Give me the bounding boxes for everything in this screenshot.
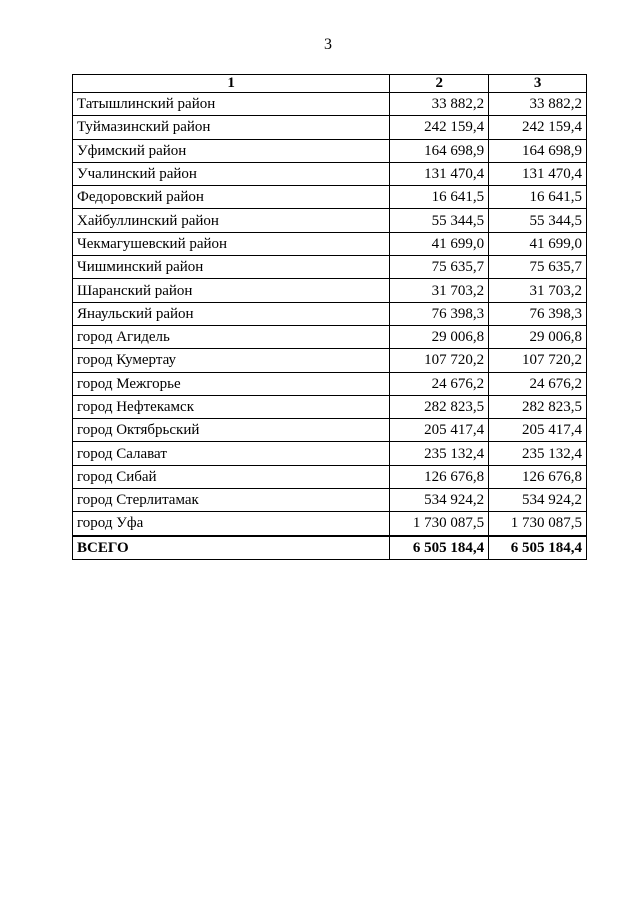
table-row bbox=[73, 325, 587, 348]
row-value-col3: 126 676,8 bbox=[489, 465, 587, 488]
table-row bbox=[73, 116, 587, 139]
row-value-col3: 107 720,2 bbox=[489, 349, 587, 372]
table-row bbox=[73, 162, 587, 185]
row-name-cell: город Нефтекамск bbox=[73, 395, 390, 418]
row-name-cell: город Кумертау bbox=[73, 349, 390, 372]
row-value-col3: 242 159,4 bbox=[489, 116, 587, 139]
row-value-col3: 1 730 087,5 bbox=[489, 512, 587, 536]
row-value-col3: 41 699,0 bbox=[489, 232, 587, 255]
row-value-col3: 282 823,5 bbox=[489, 395, 587, 418]
column-header-3: 3 bbox=[489, 75, 587, 93]
table-row bbox=[73, 419, 587, 442]
row-value-col3: 534 924,2 bbox=[489, 489, 587, 512]
row-value-col3: 75 635,7 bbox=[489, 256, 587, 279]
row-value-col2: 75 635,7 bbox=[390, 256, 489, 279]
row-value-col3: 76 398,3 bbox=[489, 302, 587, 325]
row-name-cell: город Сибай bbox=[73, 465, 390, 488]
table-row bbox=[73, 302, 587, 325]
table-row bbox=[73, 395, 587, 418]
row-value-col2: 242 159,4 bbox=[390, 116, 489, 139]
row-value-col2: 16 641,5 bbox=[390, 186, 489, 209]
table-body bbox=[73, 93, 587, 560]
row-value-col2: 41 699,0 bbox=[390, 232, 489, 255]
row-value-col3: 205 417,4 bbox=[489, 419, 587, 442]
table-row bbox=[73, 279, 587, 302]
row-value-col3: 24 676,2 bbox=[489, 372, 587, 395]
table-row bbox=[73, 209, 587, 232]
row-name-cell: Туймазинский район bbox=[73, 116, 390, 139]
row-value-col2: 282 823,5 bbox=[390, 395, 489, 418]
table-row bbox=[73, 442, 587, 465]
row-value-col2: 33 882,2 bbox=[390, 93, 489, 116]
row-value-col3: 29 006,8 bbox=[489, 325, 587, 348]
table-row bbox=[73, 186, 587, 209]
row-value-col2: 205 417,4 bbox=[390, 419, 489, 442]
table-row bbox=[73, 372, 587, 395]
row-name-cell: город Агидель bbox=[73, 325, 390, 348]
row-name-cell: Чекмагушевский район bbox=[73, 232, 390, 255]
row-value-col2: 235 132,4 bbox=[390, 442, 489, 465]
row-name-cell: город Межгорье bbox=[73, 372, 390, 395]
table-row bbox=[73, 232, 587, 255]
table-row bbox=[73, 465, 587, 488]
row-value-col3: 131 470,4 bbox=[489, 162, 587, 185]
row-value-col2: 107 720,2 bbox=[390, 349, 489, 372]
row-name-cell: Федоровский район bbox=[73, 186, 390, 209]
table-header-row bbox=[73, 75, 587, 93]
row-value-col2: 1 730 087,5 bbox=[390, 512, 489, 536]
table-row bbox=[73, 93, 587, 116]
column-header-2: 2 bbox=[390, 75, 489, 93]
table-row bbox=[73, 349, 587, 372]
table-row bbox=[73, 489, 587, 512]
row-value-col3: 235 132,4 bbox=[489, 442, 587, 465]
row-name-cell: Чишминский район bbox=[73, 256, 390, 279]
row-value-col3: 33 882,2 bbox=[489, 93, 587, 116]
row-name-cell: Хайбуллинский район bbox=[73, 209, 390, 232]
row-value-col2: 76 398,3 bbox=[390, 302, 489, 325]
table-row bbox=[73, 512, 587, 536]
row-name-cell: город Салават bbox=[73, 442, 390, 465]
row-value-col3: 31 703,2 bbox=[489, 279, 587, 302]
row-name-cell: Татышлинский район bbox=[73, 93, 390, 116]
total-row bbox=[73, 536, 587, 560]
row-name-cell: Уфимский район bbox=[73, 139, 390, 162]
column-header-1: 1 bbox=[73, 75, 390, 93]
table-row bbox=[73, 256, 587, 279]
row-name-cell: город Октябрьский bbox=[73, 419, 390, 442]
row-name-cell: Шаранский район bbox=[73, 279, 390, 302]
page-number: 3 bbox=[324, 36, 332, 53]
row-value-col2: 126 676,8 bbox=[390, 465, 489, 488]
row-value-col2: 164 698,9 bbox=[390, 139, 489, 162]
row-value-col2: 24 676,2 bbox=[390, 372, 489, 395]
total-label: ВСЕГО bbox=[73, 536, 390, 560]
row-value-col2: 131 470,4 bbox=[390, 162, 489, 185]
budget-table bbox=[72, 74, 587, 560]
row-name-cell: город Уфа bbox=[73, 512, 390, 536]
row-value-col2: 29 006,8 bbox=[390, 325, 489, 348]
row-value-col2: 31 703,2 bbox=[390, 279, 489, 302]
table-row bbox=[73, 139, 587, 162]
row-name-cell: город Стерлитамак bbox=[73, 489, 390, 512]
total-value-col2: 6 505 184,4 bbox=[390, 536, 489, 560]
row-name-cell: Янаульский район bbox=[73, 302, 390, 325]
row-value-col3: 16 641,5 bbox=[489, 186, 587, 209]
row-value-col3: 55 344,5 bbox=[489, 209, 587, 232]
total-value-col3: 6 505 184,4 bbox=[489, 536, 587, 560]
row-value-col3: 164 698,9 bbox=[489, 139, 587, 162]
row-value-col2: 534 924,2 bbox=[390, 489, 489, 512]
row-value-col2: 55 344,5 bbox=[390, 209, 489, 232]
row-name-cell: Учалинский район bbox=[73, 162, 390, 185]
